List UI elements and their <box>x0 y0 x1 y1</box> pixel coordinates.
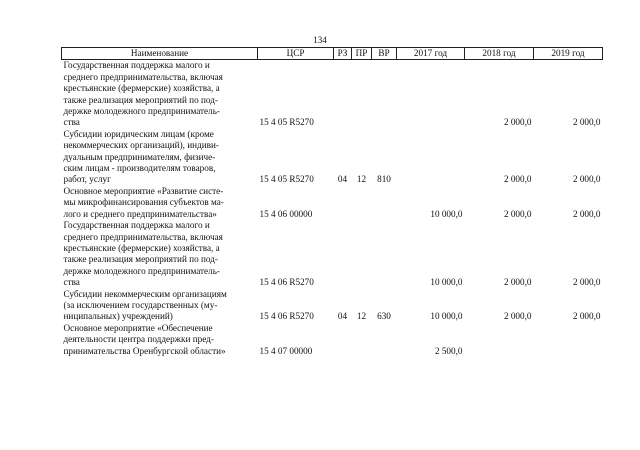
table-row <box>62 323 603 357</box>
table-row <box>62 289 603 323</box>
row-name: Основное мероприятие «Развитие систе- мы микрофинансирования субъектов ма- лого и среднего предпринимательства» <box>63 185 224 219</box>
row-name: Государственная поддержка малого и среднего предпринимательства, включая крестьянские (фермерские) хозяйства, а также реализация мероприятий по под- держке молодежного предприниматель- ства <box>63 220 223 288</box>
table-row <box>62 186 603 220</box>
header-2017: 2017 год <box>397 48 465 60</box>
row-rz: 04 <box>337 174 348 185</box>
row-2017: 10 000,0 <box>430 208 463 219</box>
row-2017 <box>397 129 465 186</box>
row-2017: 2 500,0 <box>434 345 463 356</box>
row-pr <box>352 323 372 357</box>
row-2018: 2 000,0 <box>503 311 532 322</box>
row-name: Основное мероприятие «Обеспечение деятельности центра поддержки пред- принимательства Оренбургской области» <box>63 322 226 356</box>
table-row <box>62 129 603 186</box>
row-csr: 15 4 05 R5270 <box>259 174 314 185</box>
row-name: Субсидии некоммерческим организациям (за исключением государственных (му- ниципальных) учреждений) <box>63 288 227 322</box>
budget-table <box>61 47 603 357</box>
row-csr: 15 4 05 R5270 <box>259 117 314 128</box>
row-2019: 2 000,0 <box>572 117 601 128</box>
row-csr: 15 4 06 R5270 <box>259 311 314 322</box>
row-2019: 2 000,0 <box>572 174 601 185</box>
row-2017: 10 000,0 <box>430 311 463 322</box>
row-2019: 2 000,0 <box>572 277 601 288</box>
row-pr: 12 <box>356 311 367 322</box>
row-csr: 15 4 06 R5270 <box>259 277 314 288</box>
table-header-row <box>62 48 603 60</box>
row-2018: 2 000,0 <box>503 208 532 219</box>
row-vr: 630 <box>377 311 391 322</box>
header-csr: ЦСР <box>258 48 334 60</box>
row-name: Государственная поддержка малого и среднего предпринимательства, включая крестьянские (фермерские) хозяйства, а также реализация мероприятий по под- держке молодежного предприниматель- ства <box>63 60 223 128</box>
row-2019: 2 000,0 <box>572 208 601 219</box>
row-pr <box>352 60 372 129</box>
row-pr: 12 <box>356 174 367 185</box>
row-vr <box>372 60 397 129</box>
row-vr <box>372 323 397 357</box>
row-2017 <box>397 60 465 129</box>
table-row <box>62 60 603 129</box>
row-2018: 2 000,0 <box>503 174 532 185</box>
row-pr <box>352 220 372 288</box>
row-name: Субсидии юридическим лицам (кроме некоммерческих организаций), индиви- дуальным предпринимателям, физиче- ским лицам - производителям товаров, работ, услуг <box>63 128 219 185</box>
header-2018: 2018 год <box>465 48 534 60</box>
row-csr: 15 4 07 00000 <box>259 345 313 356</box>
row-vr <box>372 220 397 288</box>
row-rz <box>334 220 352 288</box>
header-name: Наименование <box>62 48 258 60</box>
header-2019: 2019 год <box>534 48 603 60</box>
row-2017: 10 000,0 <box>430 277 463 288</box>
page-number: 134 <box>313 35 327 45</box>
header-vr: ВР <box>372 48 397 60</box>
row-2018: 2 000,0 <box>503 117 532 128</box>
row-rz <box>334 323 352 357</box>
row-vr: 810 <box>377 174 391 185</box>
table-row <box>62 220 603 288</box>
row-rz <box>334 60 352 129</box>
row-vr <box>372 186 397 220</box>
row-rz <box>334 186 352 220</box>
header-rz: РЗ <box>334 48 352 60</box>
row-pr <box>352 186 372 220</box>
row-csr: 15 4 06 00000 <box>259 208 313 219</box>
row-2018 <box>465 323 534 357</box>
row-2018: 2 000,0 <box>503 277 532 288</box>
row-2019 <box>534 323 603 357</box>
row-2019: 2 000,0 <box>572 311 601 322</box>
header-pr: ПР <box>352 48 372 60</box>
row-rz: 04 <box>337 311 348 322</box>
